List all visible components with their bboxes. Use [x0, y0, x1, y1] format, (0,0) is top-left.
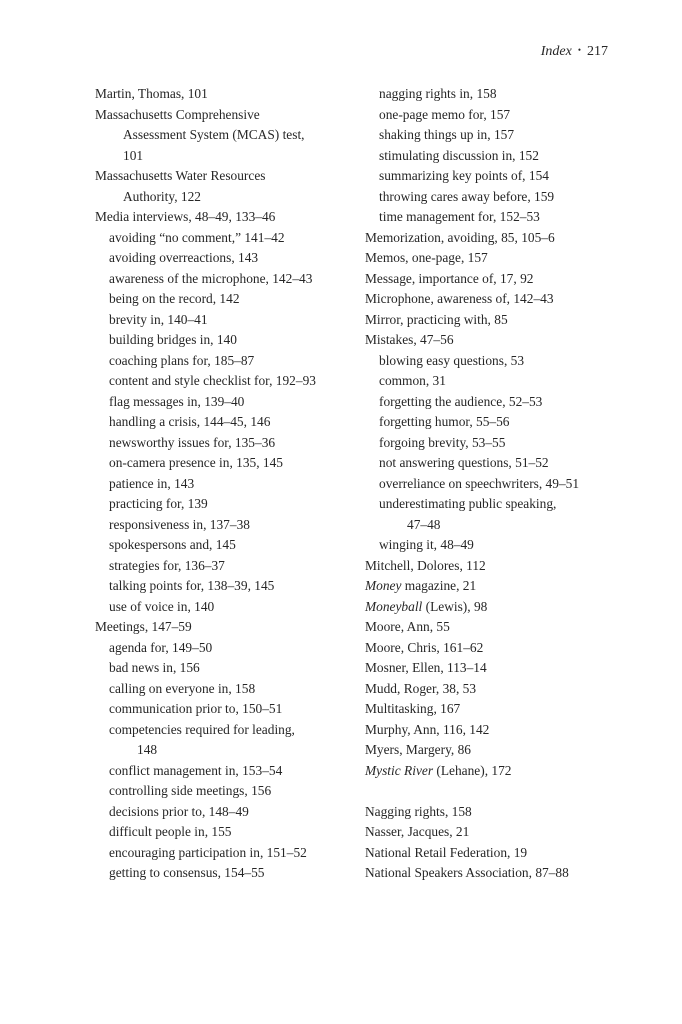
index-sub-entry: brevity in, 140–41 — [109, 311, 208, 327]
index-sub-entry: conflict management in, 153–54 — [109, 762, 283, 778]
index-main-entry: Media interviews, 48–49, 133–46 — [95, 209, 276, 224]
index-main-entry: Microphone, awareness of, 142–43 — [365, 291, 554, 306]
index-sub-entry: encouraging participation in, 151–52 — [109, 844, 307, 860]
index-sub-entry: 148 — [137, 742, 158, 757]
index-main-entry: National Retail Federation, 19 — [365, 844, 528, 860]
index-sub-entry: content and style checklist for, 192–93 — [109, 373, 316, 388]
index-sub-entry: forgetting the audience, 52–53 — [379, 393, 543, 409]
index-letter-gap — [365, 781, 627, 802]
index-sub-entry: avoiding overreactions, 143 — [109, 250, 259, 265]
index-main-entry: Mistakes, 47–56 — [365, 332, 454, 347]
index-main-entry: Nasser, Jacques, 21 — [365, 824, 470, 839]
index-entry-rest: (Lewis), 98 — [422, 598, 488, 614]
index-sub-entry: decisions prior to, 148–49 — [109, 803, 249, 819]
index-entry-rest: (Lehane), 172 — [433, 762, 512, 778]
index-sub-entry: winging it, 48–49 — [379, 537, 474, 552]
index-sub-entry: flag messages in, 139–40 — [109, 393, 245, 409]
index-sub-entry: underestimating public speaking, — [379, 496, 557, 511]
index-main-entry: Moore, Ann, 55 — [365, 619, 450, 634]
index-sub-entry: 47–48 — [407, 516, 441, 532]
index-main-entry: Martin, Thomas, 101 — [95, 86, 208, 101]
index-main-entry: Massachusetts Comprehensive — [95, 106, 260, 122]
index-sub-entry: talking points for, 138–39, 145 — [109, 578, 275, 593]
index-sub-entry: practicing for, 139 — [109, 496, 208, 511]
index-main-entry: National Speakers Association, 87–88 — [365, 865, 569, 880]
index-sub-entry: time management for, 152–53 — [379, 209, 540, 224]
index-main-entry: Mirror, practicing with, 85 — [365, 311, 508, 327]
running-head-section: Index — [540, 44, 572, 59]
index-sub-entry: throwing cares away before, 159 — [379, 188, 555, 204]
index-sub-entry: strategies for, 136–37 — [109, 557, 225, 573]
index-main-entry: Murphy, Ann, 116, 142 — [365, 721, 490, 737]
index-main-entry: Massachusetts Water Resources — [95, 168, 266, 183]
index-main-entry — [365, 597, 627, 618]
index-sub-entry: controlling side meetings, 156 — [109, 783, 272, 798]
index-sub-entry: summarizing key points of, 154 — [379, 168, 549, 183]
index-sub-entry: coaching plans for, 185–87 — [109, 352, 255, 368]
index-sub-entry: use of voice in, 140 — [109, 598, 215, 614]
index-sub-entry: avoiding “no comment,” 141–42 — [109, 229, 285, 245]
index-sub-entry: Authority, 122 — [123, 188, 201, 204]
index-main-entry: Moore, Chris, 161–62 — [365, 639, 484, 655]
index-entry-title: Money — [365, 578, 402, 593]
index-sub-entry: bad news in, 156 — [109, 660, 200, 675]
index-sub-entry: common, 31 — [379, 373, 446, 388]
index-entry-title: Moneyball — [365, 598, 423, 614]
index-sub-entry: shaking things up in, 157 — [379, 127, 515, 142]
index-sub-entry: awareness of the microphone, 142–43 — [109, 270, 313, 286]
index-sub-entry: communication prior to, 150–51 — [109, 701, 283, 716]
index-column-right — [365, 84, 627, 884]
index-main-entry: Meetings, 147–59 — [95, 619, 192, 634]
index-sub-entry: Assessment System (MCAS) test, — [123, 127, 305, 142]
index-sub-entry: building bridges in, 140 — [109, 332, 237, 347]
index-sub-entry: being on the record, 142 — [109, 291, 240, 306]
index-main-entry: Myers, Margery, 86 — [365, 742, 471, 757]
index-sub-entry: on-camera presence in, 135, 145 — [109, 455, 284, 470]
index-sub-entry: forgoing brevity, 53–55 — [379, 434, 506, 450]
index-main-entry: Nagging rights, 158 — [365, 803, 472, 819]
index-sub-entry: nagging rights in, 158 — [379, 86, 497, 101]
index-main-entry: Memorization, avoiding, 85, 105–6 — [365, 229, 555, 245]
index-sub-entry: overreliance on speechwriters, 49–51 — [379, 475, 580, 491]
page-number: 217 — [587, 44, 608, 59]
index-main-entry: Mosner, Ellen, 113–14 — [365, 660, 487, 675]
index-column-left — [95, 84, 357, 884]
index-main-entry: Message, importance of, 17, 92 — [365, 270, 534, 286]
bullet-separator: • — [577, 45, 581, 55]
index-main-entry: Mudd, Roger, 38, 53 — [365, 680, 477, 696]
index-main-entry: Memos, one-page, 157 — [365, 250, 488, 265]
index-sub-entry: patience in, 143 — [109, 475, 195, 491]
index-sub-entry: blowing easy questions, 53 — [379, 352, 525, 368]
index-sub-entry: handling a crisis, 144–45, 146 — [109, 414, 271, 429]
index-sub-entry: 101 — [123, 147, 144, 163]
index-sub-entry: newsworthy issues for, 135–36 — [109, 434, 276, 450]
index-sub-entry: forgetting humor, 55–56 — [379, 414, 510, 429]
index-main-entry: Multitasking, 167 — [365, 701, 461, 716]
index-main-entry — [365, 576, 627, 597]
index-entry-rest: magazine, 21 — [401, 578, 477, 593]
index-sub-entry: one-page memo for, 157 — [379, 106, 511, 122]
index-sub-entry: getting to consensus, 154–55 — [109, 865, 265, 880]
index-sub-entry: agenda for, 149–50 — [109, 639, 213, 655]
index-sub-entry: difficult people in, 155 — [109, 824, 232, 839]
index-sub-entry: responsiveness in, 137–38 — [109, 516, 250, 532]
index-main-entry: Mitchell, Dolores, 112 — [365, 557, 486, 573]
index-sub-entry: calling on everyone in, 158 — [109, 680, 256, 696]
index-sub-entry: competencies required for leading, — [109, 721, 295, 737]
index-sub-entry: spokespersons and, 145 — [109, 537, 236, 552]
index-main-entry — [365, 761, 627, 782]
index-entry-title: Mystic River — [365, 762, 434, 778]
running-head — [541, 41, 608, 61]
index-sub-entry: stimulating discussion in, 152 — [379, 147, 539, 163]
index-sub-entry: not answering questions, 51–52 — [379, 455, 549, 470]
